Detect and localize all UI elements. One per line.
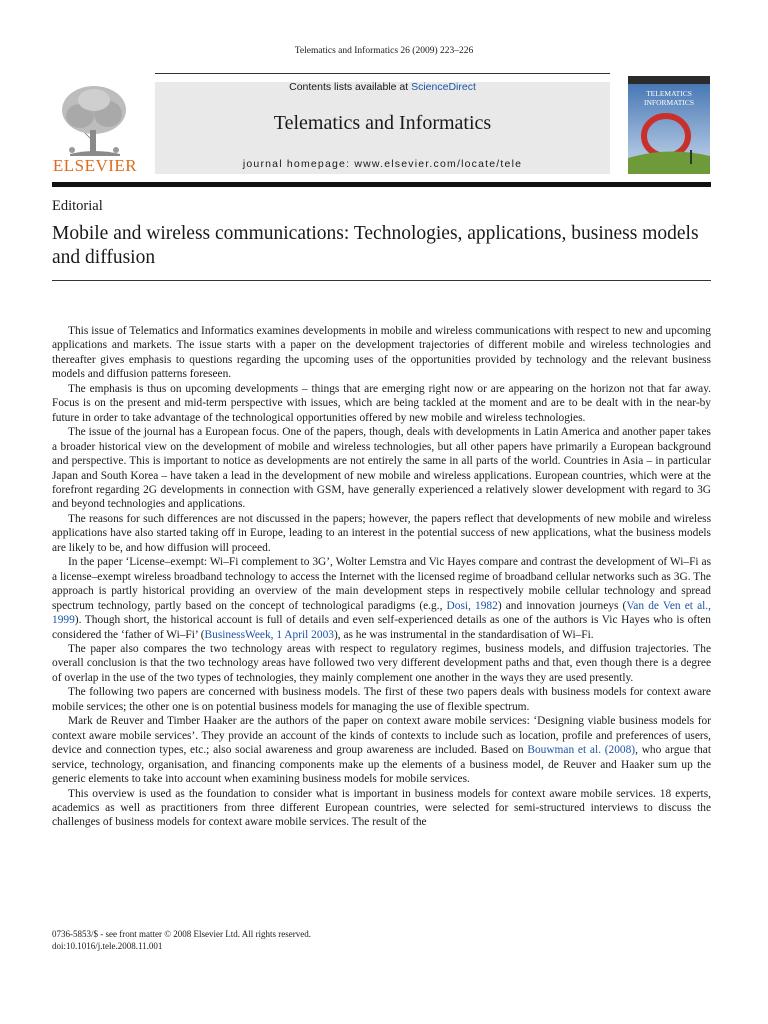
paragraph-5-text-c: ). Though short, the historical account is full of details and even self-experienced details as one of the authors is Vic Hayes who is often considered the ‘father of Wi–Fi’ ( xyxy=(52,614,711,641)
paragraph-9: This overview is used as the foundation to consider what is important in business models for context aware mobile services. 18 experts, academics as well as practitioners from three different European countries, were selected for semi-structured interviews to discuss the challenges of business models for context aware mobile services. The result of the xyxy=(52,787,711,829)
sciencedirect-link[interactable]: ScienceDirect xyxy=(411,81,476,93)
article-title: Mobile and wireless communications: Technologies, applications, business models and diffusion xyxy=(52,223,699,268)
paragraph-3: The issue of the journal has a European focus. One of the papers, though, deals with developments in Latin America and another paper takes a broader historical view on the development of mobile and wireless technologies, but all other papers have primarily a European background and perspective. This is important to notice as developments are not entirely the same in all parts of the world. Countries in Asia – in particular Japan and South Korea – have taken a lead in the development of new mobile and wireless applications. European countries, which were at the forefront regarding 2G developments in connection with GSM, have generally experienced a relatively slower development with regard to 3G and beyond technologies and applications. xyxy=(52,426,711,511)
paragraph-5-text-a: In the paper ‘License–exempt: Wi–Fi complement to 3G’, Wolter Lemstra and Vic Hayes compare and contrast the development of Wi–Fi as a license–exempt wireless broadband technology to access the Internet with the licensed regime of broadband cellular networks such as 3G. The approach is partly historical providing an overview of the main development steps in respectively mobile cellular technology and spread spectrum technology, partly based on the concept of technological paradigms (e.g., xyxy=(52,556,711,612)
journal-citation: Telematics and Informatics 26 (2009) 223–226 xyxy=(294,46,474,56)
contents-availability-line xyxy=(155,81,610,93)
journal-title: Telematics and Informatics xyxy=(273,112,492,134)
title-divider-rule xyxy=(52,280,711,281)
paragraph-5-text-b: ) and innovation journeys ( xyxy=(497,599,627,612)
paragraph-5-text-d: ), as he was instrumental in the standardisation of Wi–Fi. xyxy=(333,628,594,641)
paragraph-4: The reasons for such differences are not discussed in the papers; however, the papers reflect that developments of new mobile and wireless applications have also started taking off in Europe, leading to an interest in the potential success of new applications, what the business models are likely to be, and how diffusion will proceed. xyxy=(52,512,711,554)
article-body xyxy=(52,324,711,830)
paragraph-2: The emphasis is thus on upcoming developments – things that are emerging right now or are appearing on the horizon not that far away. Focus is on the present and mid-term perspective with issues, which are being tackled at the moment and are to be dealt with in the near-by future in order to take advantage of the technological opportunities offered by new mobile and wireless technologies. xyxy=(52,382,711,424)
reference-link-dosi[interactable]: Dosi, 1982 xyxy=(446,599,498,612)
paragraph-8 xyxy=(52,714,711,786)
header-thick-rule xyxy=(52,182,711,187)
contents-prefix: Contents lists available at xyxy=(289,81,412,93)
paragraph-5 xyxy=(52,555,711,642)
elsevier-wordmark: ELSEVIER xyxy=(52,156,138,175)
cover-title-line2: INFORMATICS xyxy=(643,98,695,107)
cover-title-line1: TELEMATICS xyxy=(646,89,692,98)
header-top-rule xyxy=(155,73,610,74)
copyright-line: 0736-5853/$ - see front matter © 2008 Elsevier Ltd. All rights reserved. xyxy=(52,929,312,939)
reference-link-van-de-ven[interactable]: Van de Ven et al., 1999 xyxy=(52,599,711,627)
article-section-label: Editorial xyxy=(52,198,103,214)
paragraph-8-text-b: , who argue that service, technology, organisation, and financing components make up the elements of a business model, de Reuver and Haaker sum up the generic elements to take into account when examining business models for mobile services. xyxy=(52,744,711,786)
paragraph-1: This issue of Telematics and Informatics examines developments in mobile and wireless communications with respect to new and upcoming applications and markets. The issue starts with a paper on the development trajectories of different mobile and wireless technologies and thereafter gives emphasis to questions regarding the upcoming uses of the opportunities provided by technology and the relevant business models and diffusion patterns foreseen. xyxy=(52,325,711,381)
reference-link-businessweek[interactable]: BusinessWeek, 1 April 2003 xyxy=(204,628,334,641)
paragraph-6: The paper also compares the two technology areas with respect to regulatory regimes, business models, and diffusion trajectories. The overall conclusion is that the two technology areas have followed two very different development paths and that, even though there is a degree of overlap in the use of the two types of technologies, they mainly complement one another in the ways they are used presently. xyxy=(52,642,711,684)
journal-homepage-link[interactable]: journal homepage: www.elsevier.com/locate/tele xyxy=(242,158,523,170)
journal-cover-thumbnail xyxy=(628,76,710,174)
reference-link-bouwman[interactable]: Bouwman et al. (2008) xyxy=(527,744,636,757)
paragraph-8-text-a: Mark de Reuver and Timber Haaker are the authors of the paper on context aware mobile services: ‘Designing viable business models for context aware mobile services’. They provide an account of the kinds of contexts to include such as location, profile and preferences of users, device and connection types, etc.; also social awareness and group awareness are included. Based on xyxy=(52,715,711,757)
doi-line: doi:10.1016/j.tele.2008.11.001 xyxy=(52,941,163,951)
paragraph-7: The following two papers are concerned with business models. The first of these two papers deals with business models for context aware mobile services; the other one is on potential business models for managing the use of flexible spectrum. xyxy=(52,686,711,713)
page-footer xyxy=(52,928,311,952)
